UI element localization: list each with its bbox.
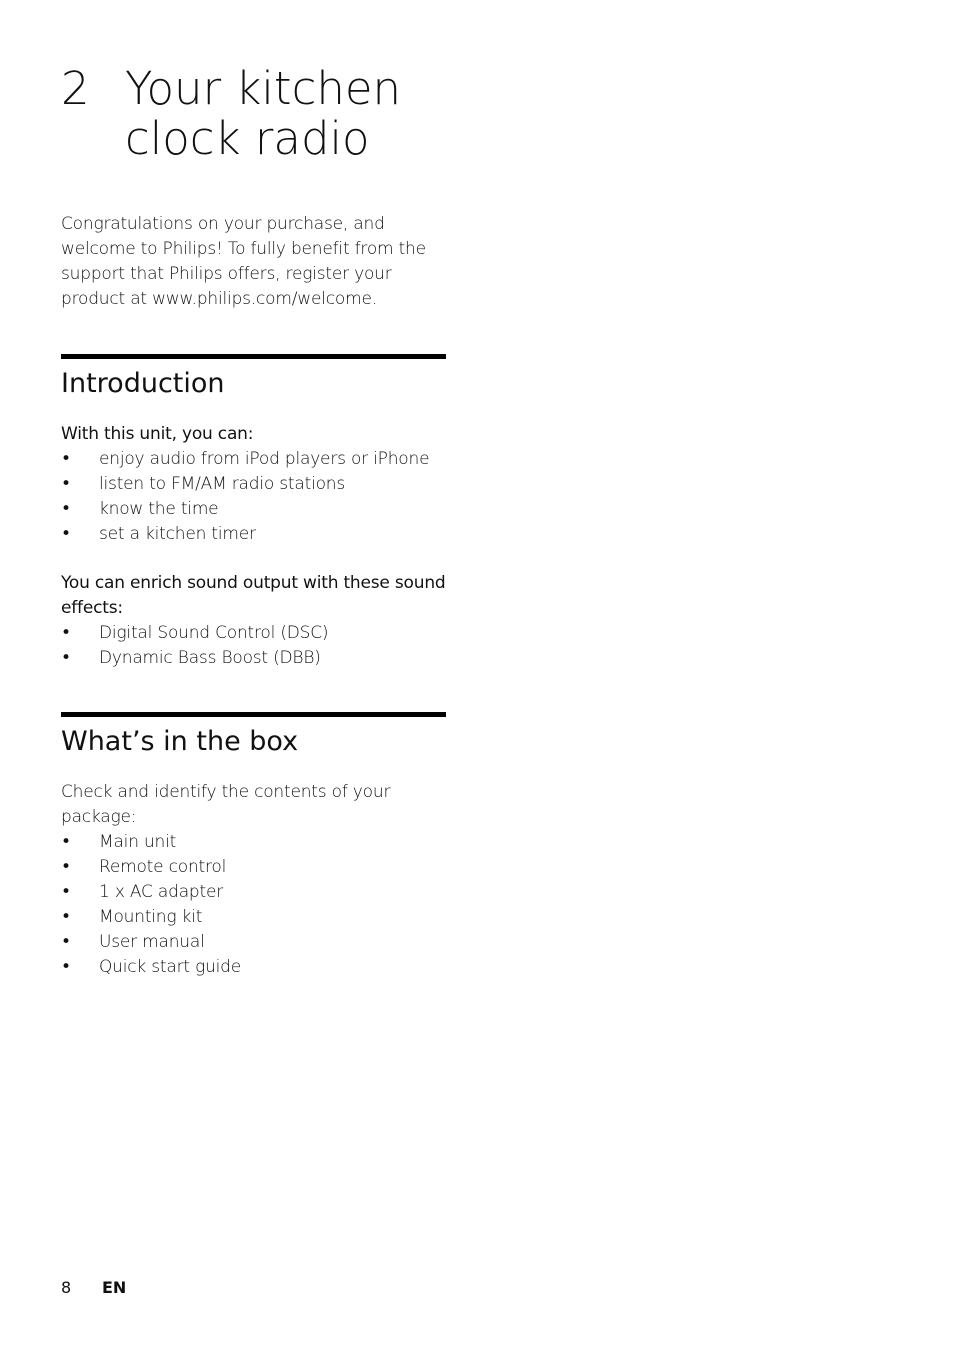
page-footer (61, 1277, 126, 1299)
list-item: • listen to FM/AM radio stations (61, 472, 446, 497)
bullet-icon: • (61, 832, 71, 852)
bullet-icon: • (61, 449, 71, 469)
list-item: • know the time (61, 497, 446, 522)
introduction-section (61, 354, 446, 671)
bullet-icon: • (61, 907, 71, 927)
bullet-icon: • (61, 623, 71, 643)
list-item: • 1 x AC adapter (61, 880, 446, 905)
sound-effects-lead: You can enrich sound output with these sound effects: (61, 573, 446, 618)
introduction-heading: Introduction (61, 368, 225, 399)
box-lead: Check and identify the contents of your package: (61, 782, 391, 827)
bullet-icon: • (61, 648, 71, 668)
intro-paragraph: Congratulations on your purchase, and welcome to Philips! To fully benefit from the support that Philips offers, register your product at www.philips.com/welcome. (61, 214, 426, 309)
box-list (61, 830, 446, 980)
introduction-list (61, 447, 446, 547)
section-rule (61, 354, 446, 359)
bullet-icon: • (61, 882, 71, 902)
introduction-lead: With this unit, you can: (61, 424, 254, 444)
list-item: • Digital Sound Control (DSC) (61, 621, 446, 646)
bullet-icon: • (61, 474, 71, 494)
list-item: • User manual (61, 930, 446, 955)
list-item: • Mounting kit (61, 905, 446, 930)
chapter-title: Your kitchen clock radio (125, 62, 402, 165)
box-section (61, 712, 446, 980)
page-number: 8 (61, 1278, 72, 1297)
list-item: • Remote control (61, 855, 446, 880)
sound-effects-list (61, 621, 446, 671)
bullet-icon: • (61, 524, 71, 544)
section-rule (61, 712, 446, 717)
list-item: • Quick start guide (61, 955, 446, 980)
list-item: • enjoy audio from iPod players or iPhone (61, 447, 446, 472)
bullet-icon: • (61, 932, 71, 952)
bullet-icon: • (61, 857, 71, 877)
chapter-number: 2 (61, 62, 90, 115)
chapter-heading (61, 64, 481, 164)
list-item: • Main unit (61, 830, 446, 855)
language-code: EN (102, 1278, 127, 1297)
bullet-icon: • (61, 957, 71, 977)
list-item: • set a kitchen timer (61, 522, 446, 547)
bullet-icon: • (61, 499, 71, 519)
box-heading: What’s in the box (61, 726, 299, 757)
list-item: • Dynamic Bass Boost (DBB) (61, 646, 446, 671)
